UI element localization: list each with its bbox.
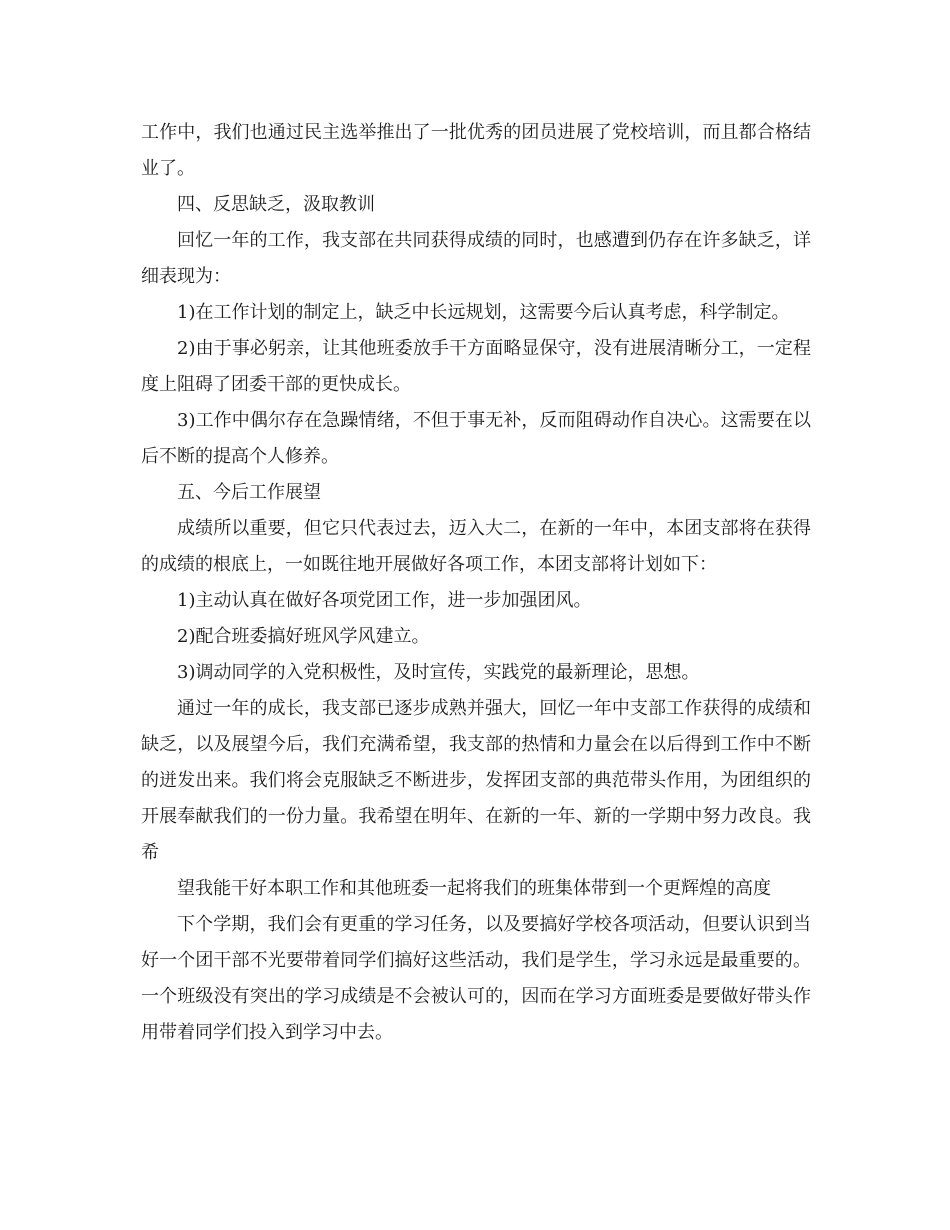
list-item-shortcoming-1: 1)在工作计划的制定上，缺乏中长远规划，这需要今后认真考虑，科学制定。 [177, 302, 790, 323]
list-item-plan-3: 3)调动同学的入党积极性，及时宣传，实践党的最新理论，思想。 [177, 662, 700, 683]
list-item-shortcoming-2: 2)由于事必躬亲，让其他班委放手干方面略显保守，没有进展清晰分工，一定程度上阻碍了团委干部的更快成长。 [141, 338, 811, 395]
paragraph-hope: 望我能干好本职工作和其他班委一起将我们的班集体带到一个更辉煌的高度 [177, 878, 771, 899]
section-heading-reflection: 四、反思缺乏，汲取教训 [177, 194, 375, 215]
list-item-plan-2: 2)配合班委搞好班风学风建立。 [177, 626, 430, 647]
section-heading-outlook: 五、今后工作展望 [177, 482, 321, 503]
list-item-plan-1: 1)主动认真在做好各项党团工作，进一步加强团风。 [177, 590, 592, 611]
paragraph-summary: 通过一年的成长，我支部已逐步成熟并强大，回忆一年中支部工作获得的成绩和缺乏，以及展望今后，我们充满希望，我支部的热情和力量会在以后得到工作中不断的迸发出来。我们将会克服缺乏不断进步，发挥团支部的典范带头作用，为团组织的开展奉献我们的一份力量。我希望在明年、在新的一年、新的一学期中努力改良。我希 [141, 698, 811, 863]
list-item-shortcoming-3: 3)工作中偶尔存在急躁情绪，不但于事无补，反而阻碍动作自决心。这需要在以后不断的提高个人修养。 [141, 410, 811, 467]
document-body [141, 115, 811, 1051]
paragraph-plan-intro: 成绩所以重要，但它只代表过去，迈入大二，在新的一年中，本团支部将在获得的成绩的根底上，一如既往地开展做好各项工作，本团支部将计划如下： [141, 518, 811, 575]
paragraph-1: 工作中，我们也通过民主选举推出了一批优秀的团员进展了党校培训，而且都合格结业了。 [141, 122, 811, 179]
paragraph-review: 回忆一年的工作，我支部在共同获得成绩的同时，也感遭到仍存在许多缺乏，详细表现为： [141, 230, 811, 287]
paragraph-next-semester: 下个学期，我们会有更重的学习任务，以及要搞好学校各项活动，但要认识到当好一个团干部不光要带着同学们搞好这些活动，我们是学生，学习永远是最重要的。一个班级没有突出的学习成绩是不会被认可的，因而在学习方面班委是要做好带头作用带着同学们投入到学习中去。 [141, 914, 811, 1043]
